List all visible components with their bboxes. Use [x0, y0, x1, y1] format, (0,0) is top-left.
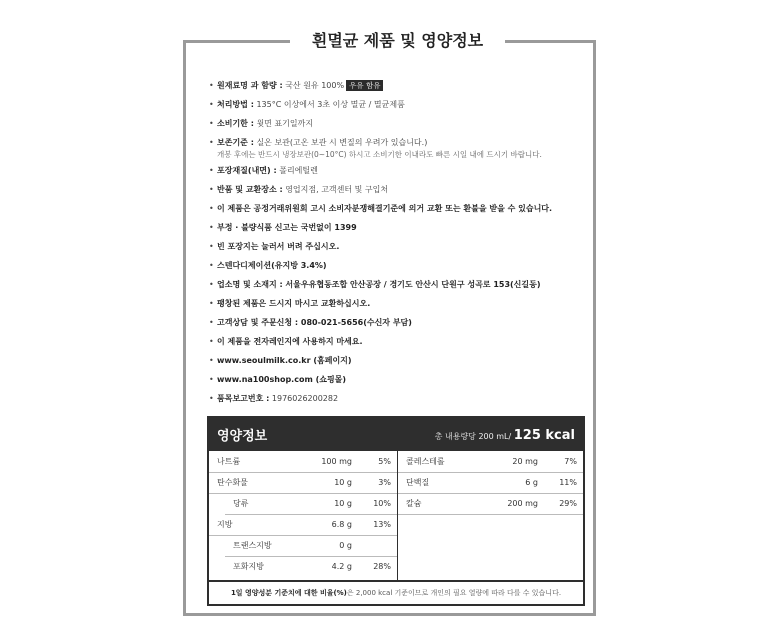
nutrient-row-carbohydrate: 탄수화물 10 g 3%	[209, 472, 397, 494]
serving-info: 총 내용량당 200 mL/ 125 kcal	[434, 428, 575, 443]
info-item-customer-service: • 고객상담 및 주문신청 : 080-021-5656(수신자 부담)	[209, 317, 589, 336]
nutrient-row-sugars: 당류 10 g 10%	[225, 493, 397, 515]
info-item-storage: • 보존기준 : 실온 보관(고온 보관 시 변질의 우려가 있습니다.) 개봉 후에는 반드시 냉장보관(0~10°C) 하시고 소비기한 이내라도 빠른 시일 내에 드시기 바랍니다.	[209, 137, 589, 165]
info-item-report: • 부정 · 불량식품 신고는 국번없이 1399	[209, 222, 589, 241]
info-item-ingredients: • 원재료명 과 함량 : 국산 원유 100% 우유 함유	[209, 80, 589, 99]
nutrient-row-saturated-fat: 포화지방 4.2 g 28%	[233, 562, 391, 571]
info-item-refund-policy: • 이 제품은 공정거래위원회 고시 소비자분쟁해결기준에 의거 교환 또는 환불을 받을 수 있습니다.	[209, 203, 589, 222]
product-info-list	[209, 80, 589, 412]
info-item-return-place: • 반품 및 교환장소 : 영업지점, 고객센터 및 구입처	[209, 184, 589, 203]
nutrition-header	[209, 418, 583, 451]
nutrient-row-protein: 단백질 6 g 11%	[398, 472, 583, 494]
nutrient-row-calcium: 칼슘 200 mg 29%	[398, 493, 583, 515]
nutrition-title: 영양정보	[217, 429, 268, 444]
nutrient-row-fat: 지방 6.8 g 13%	[209, 514, 397, 536]
nutrition-facts-panel	[207, 416, 585, 606]
info-item-expiry: • 소비기한 : 윗면 표기일까지	[209, 118, 589, 137]
page-title: 흰멸균 제품 및 영양정보	[311, 31, 484, 50]
nutrient-row-cholesterol: 콜레스테롤 20 mg 7%	[398, 451, 583, 473]
info-item-packaging: • 포장재질(내면) : 폴리에틸렌	[209, 165, 589, 184]
title-rule-left	[183, 40, 290, 43]
nutrient-row-trans-fat: 트랜스지방 0 g	[225, 535, 397, 557]
info-item-shop: • www.na100shop.com (쇼핑몰)	[209, 374, 589, 393]
info-item-disposal: • 빈 포장지는 눌러서 버려 주십시오.	[209, 241, 589, 260]
info-item-standardization: • 스텐다디제이션(유지방 3.4%)	[209, 260, 589, 279]
calories: 125 kcal	[513, 428, 575, 443]
info-item-manufacturer: • 업소명 및 소재지 : 서울우유협동조합 안산공장 / 경기도 안산시 단원구 성곡로 153(신길동)	[209, 279, 589, 298]
nutrition-right-column	[398, 451, 583, 580]
info-item-swollen: • 팽창된 제품은 드시지 마시고 교환하십시오.	[209, 298, 589, 317]
info-item-report-number: • 품목보고번호 : 1976026200282	[209, 393, 589, 412]
nutrition-footnote: 1일 영양성분 기준치에 대한 비율(%)은 2,000 kcal 기준이므로 개인의 필요 열량에 따라 다를 수 있습니다.	[209, 580, 583, 606]
nutrition-left-column	[209, 451, 398, 580]
nutrient-row-sodium: 나트륨 100 mg 5%	[209, 451, 397, 473]
info-item-processing: • 처리방법 : 135°C 이상에서 3초 이상 멸균 / 멸균제품	[209, 99, 589, 118]
milk-allergen-tag: 우유 함유	[346, 80, 383, 91]
info-item-homepage: • www.seoulmilk.co.kr (홈페이지)	[209, 355, 589, 374]
title-rule-right	[505, 40, 596, 43]
info-item-microwave: • 이 제품을 전자레인지에 사용하지 마세요.	[209, 336, 589, 355]
